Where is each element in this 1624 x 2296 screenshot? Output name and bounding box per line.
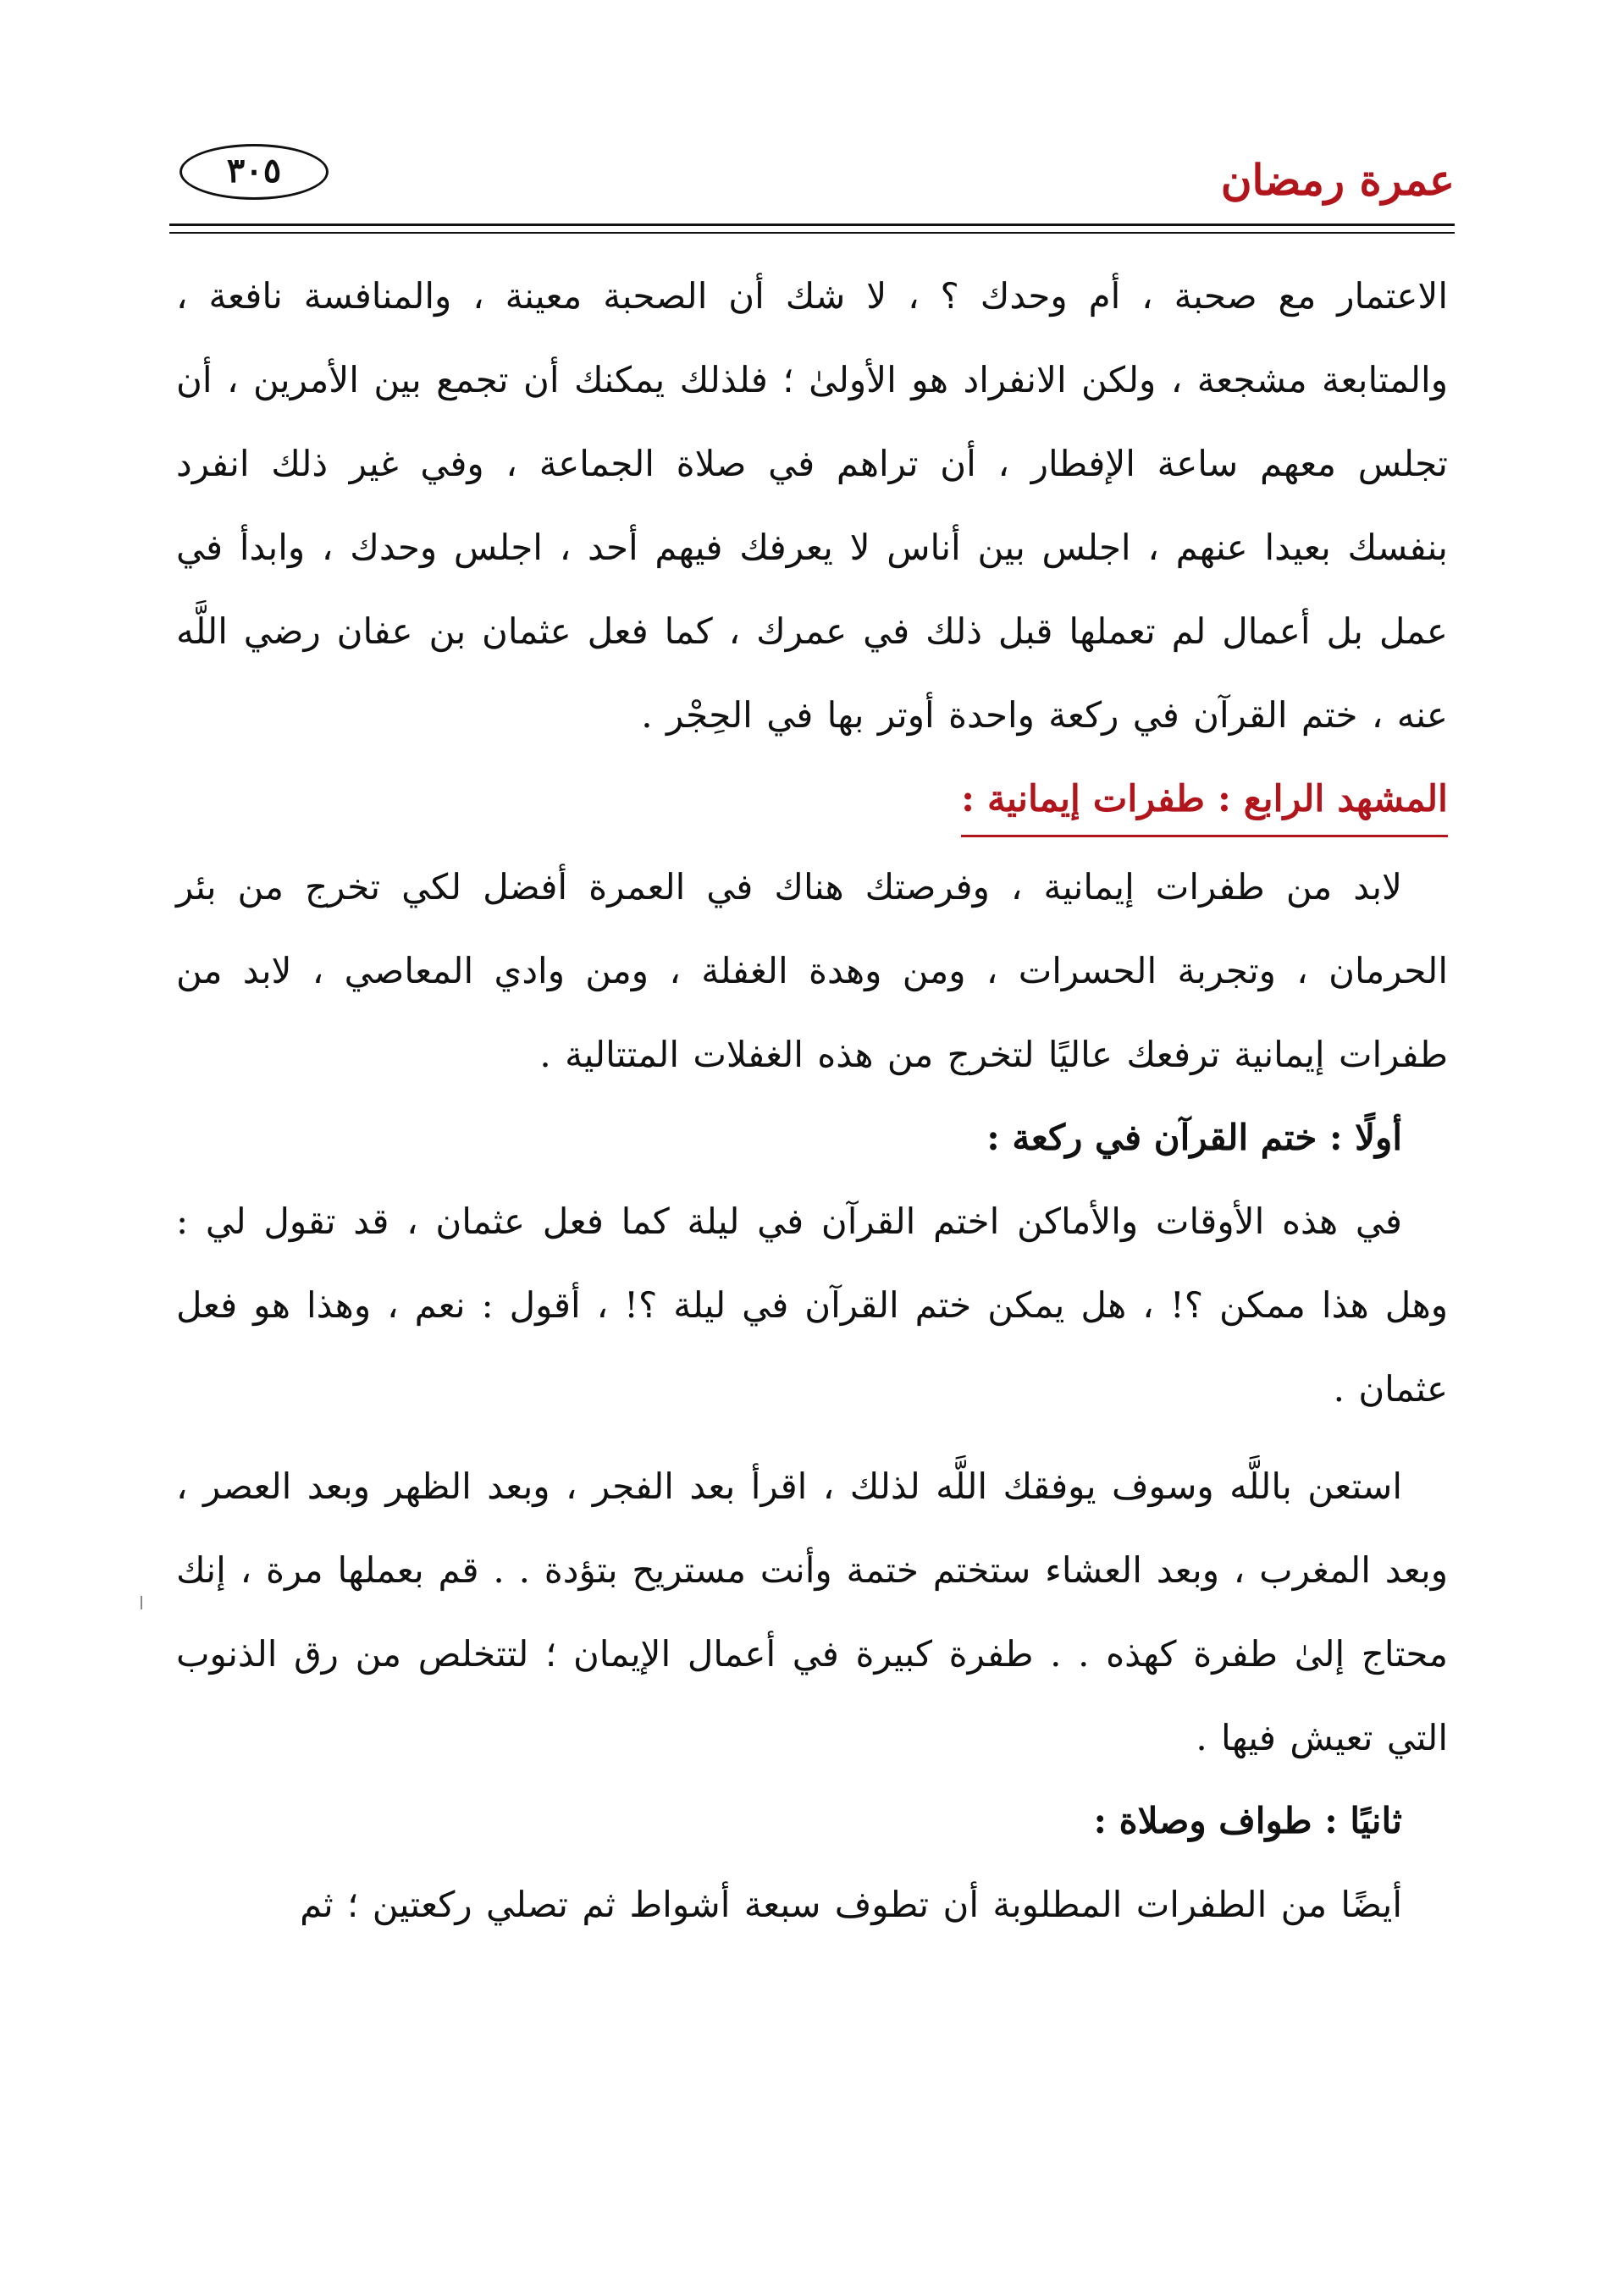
section-heading: المشهد الرابع : طفرات إيمانية : xyxy=(961,765,1448,837)
section-heading-row xyxy=(176,757,1448,845)
paragraph-2: لابد من طفرات إيمانية ، وفرصتك هناك في العمرة أفضل لكي تخرج من بئر الحرمان ، وتجربة الحسرات ، ومن وهدة الغفلة ، ومن وادي المعاصي ، لابد من طفرات إيمانية ترفعك عاليًا لتخرج من هذه الغفلات المتتالية . xyxy=(176,866,1448,1075)
header-rule-thin xyxy=(169,232,1455,234)
subheading-second: ثانيًا : طواف وصلاة : xyxy=(1093,1800,1402,1841)
paragraph-gap xyxy=(176,1431,1448,1444)
page-body xyxy=(176,254,1448,1946)
book-title: عمرة رمضان xyxy=(1220,155,1455,205)
header-rule-thick xyxy=(169,224,1455,226)
paragraph-4: استعن باللَّه وسوف يوفقك اللَّه لذلك ، اقرأ بعد الفجر ، وبعد الظهر وبعد العصر ، وبعد المغرب ، وبعد العشاء ستختم ختمة وأنت مستريح بتؤدة . . قم بعملها مرة ، إنك محتاج إلىٰ طفرة كهذه . . طفرة كبيرة في أعمال الإيمان ؛ لتتخلص من رق الذنوب التي تعيش فيها . xyxy=(176,1465,1448,1758)
running-header xyxy=(169,135,1455,229)
page-number-badge: ٣٠٥ xyxy=(180,144,329,200)
paragraph-1: الاعتمار مع صحبة ، أم وحدك ؟ ، لا شك أن الصحبة معينة ، والمنافسة نافعة ، والمتابعة مشجعة ، ولكن الانفراد هو الأولىٰ ؛ فلذلك يمكنك أن تجمع بين الأمرين ، أن تجلس معهم ساعة الإفطار ، أن تراهم في صلاة الجماعة ، وفي غير ذلك انفرد بنفسك بعيدا عنهم ، اجلس بين أناس لا يعرفك فيهم أحد ، اجلس وحدك ، وابدأ في عمل بل أعمال لم تعملها قبل ذلك في عمرك ، كما فعل عثمان بن عفان رضي اللَّه عنه ، ختم القرآن في ركعة واحدة أوتر بها في الحِجْر . xyxy=(176,275,1448,736)
paragraph-3: في هذه الأوقات والأماكن اختم القرآن في ليلة كما فعل عثمان ، قد تقول لي : وهل هذا ممكن ؟! ، هل يمكن ختم القرآن في ليلة ؟! ، أقول : نعم ، وهذا هو فعل عثمان . xyxy=(176,1200,1448,1410)
subheading-first: أولًا : ختم القرآن في ركعة : xyxy=(986,1117,1402,1158)
paragraph-5: أيضًا من الطفرات المطلوبة أن تطوف سبعة أشواط ثم تصلي ركعتين ؛ ثم xyxy=(300,1884,1402,1925)
margin-mark xyxy=(141,1596,142,1609)
